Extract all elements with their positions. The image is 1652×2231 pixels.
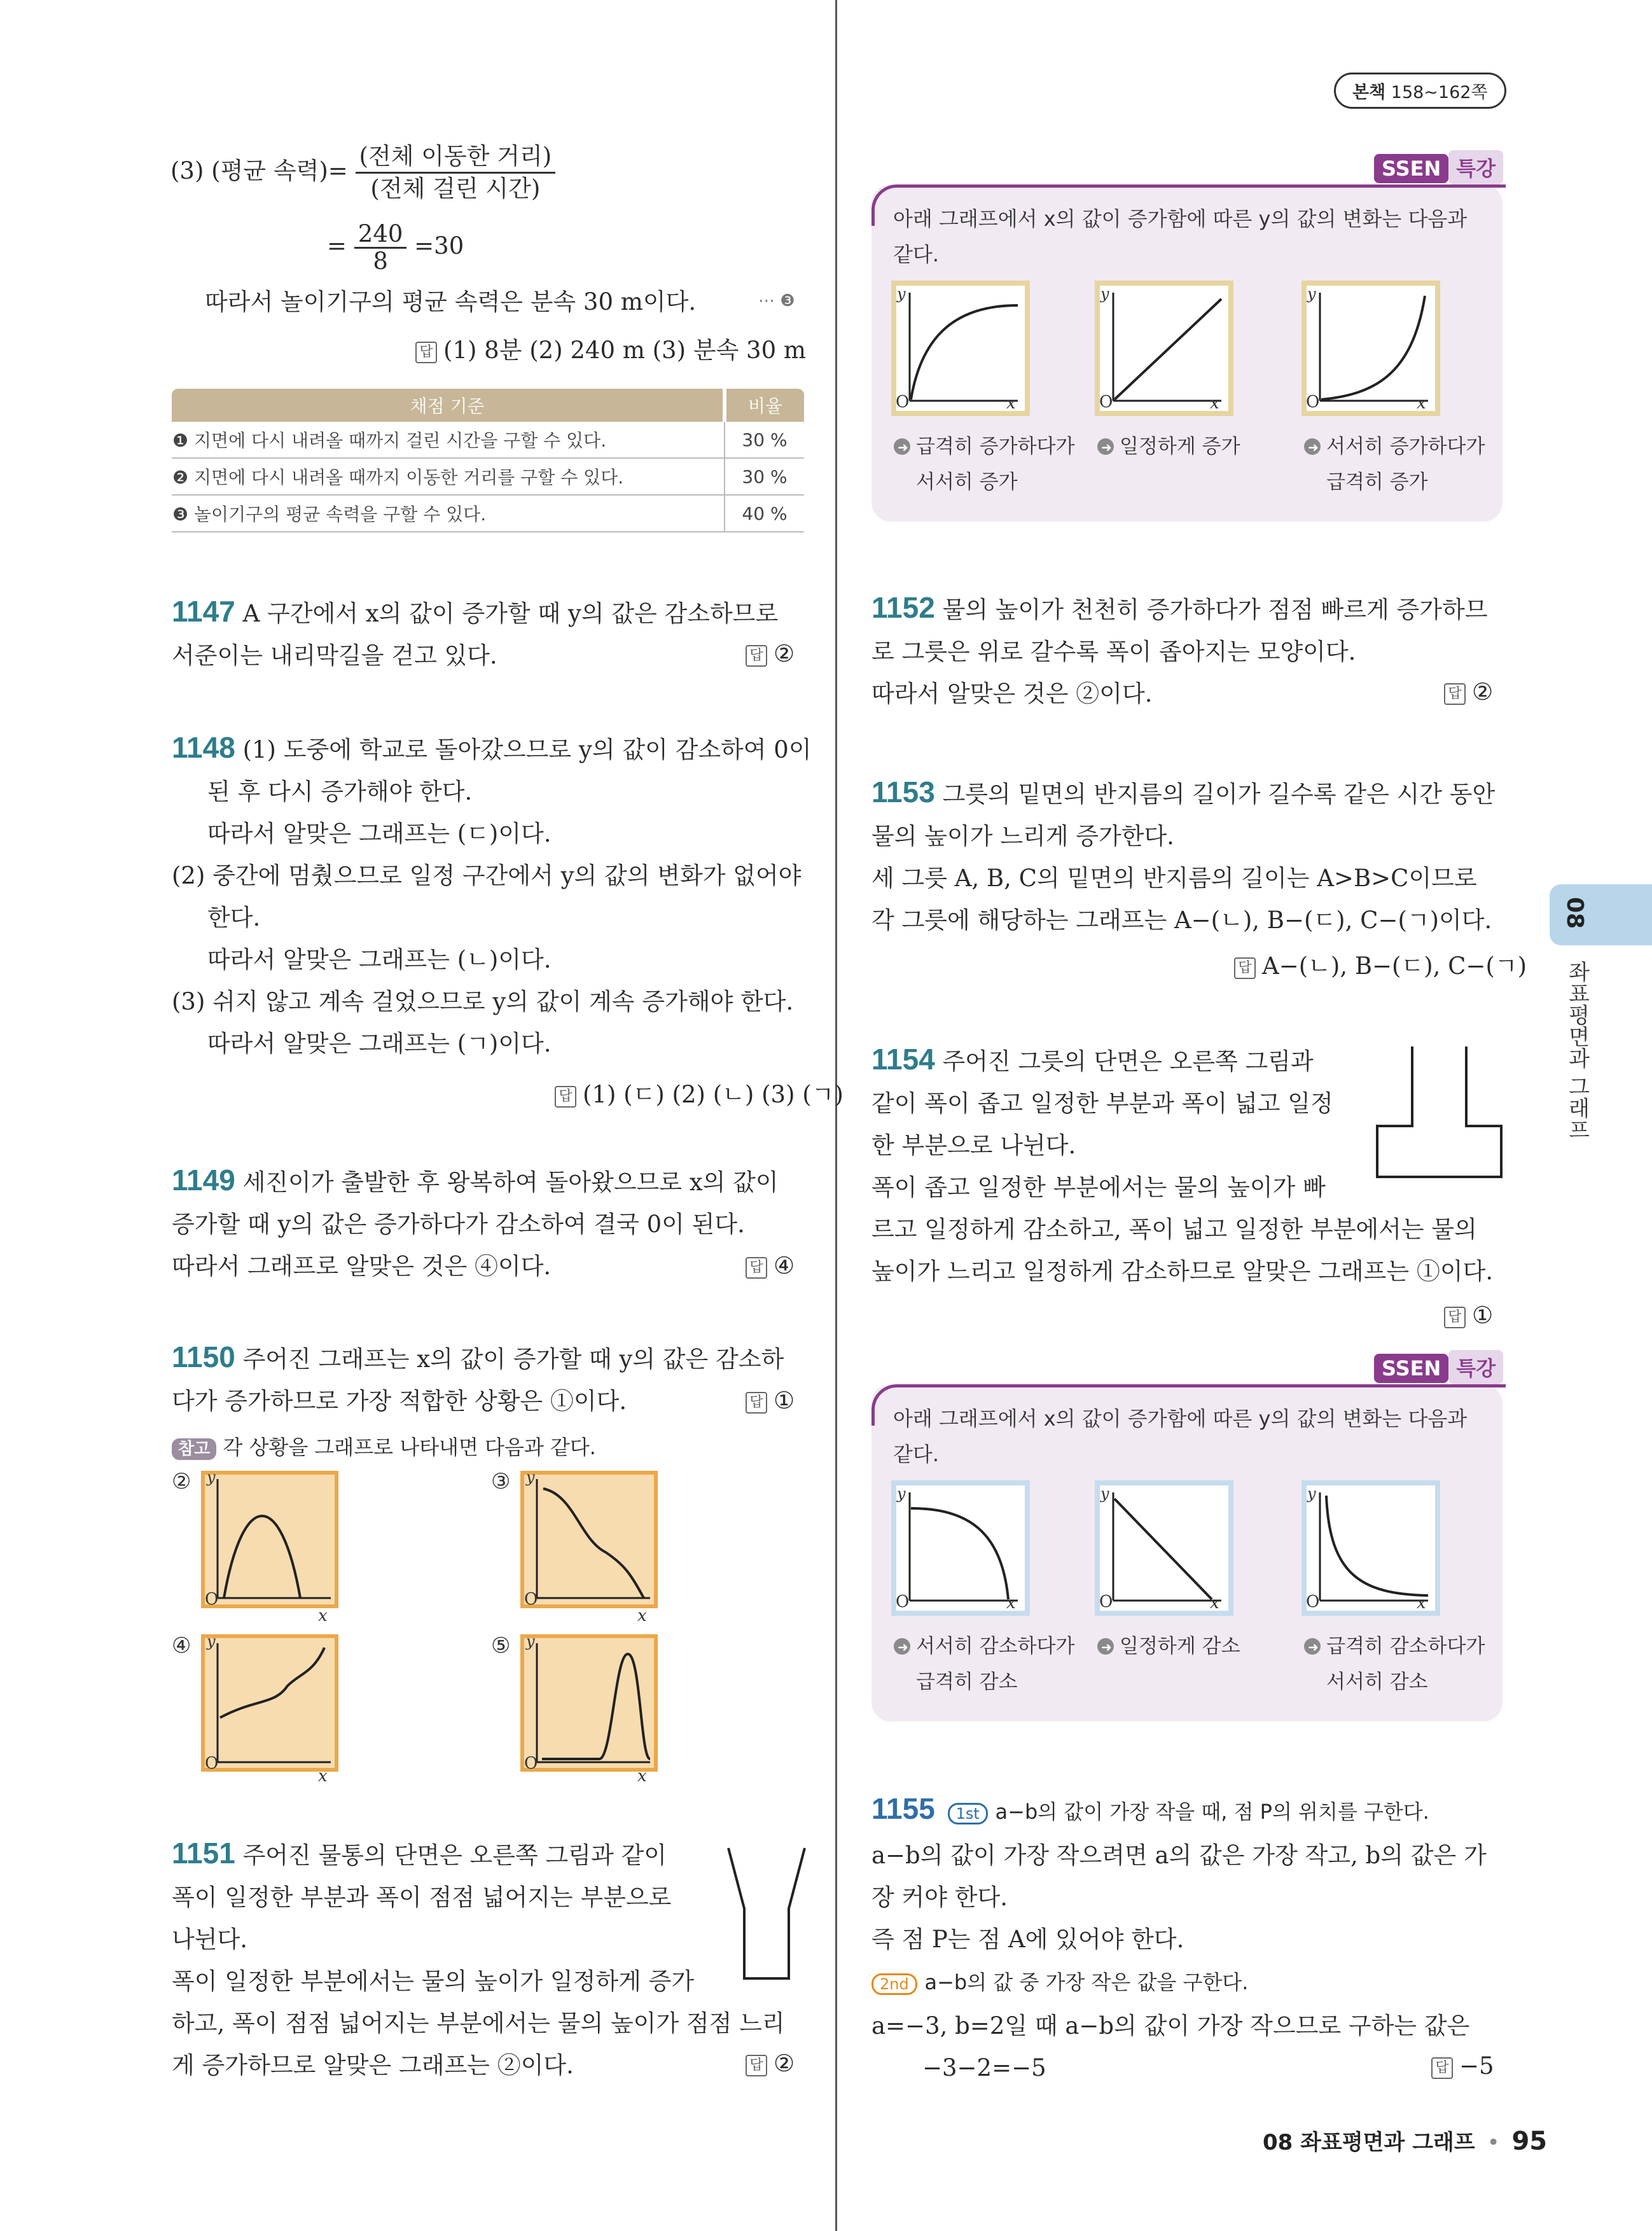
- text-line: 따라서 알맞은 그래프는 (ㄱ)이다.: [207, 1030, 552, 1057]
- table-head-criteria: 채점 기준: [172, 389, 725, 422]
- fraction-distance-time: [356, 141, 556, 204]
- sol-prev-calc: = $\frac{240}{8}$ =30: [327, 220, 464, 275]
- answer-1147: [746, 640, 795, 667]
- problem-1149: [172, 1159, 779, 1288]
- text-line: 로 그릇은 위로 갈수록 폭이 좁아지는 모양이다.: [871, 638, 1356, 665]
- graph-slow-then-rapid-decrease: [894, 1483, 1074, 1693]
- step-marker: ⋯ ❸: [758, 291, 795, 310]
- answer-1155: [1431, 2052, 1494, 2080]
- problem-1151: [172, 1832, 785, 2087]
- note-1150: [172, 1431, 596, 1461]
- text-line: (2) 중간에 멈췄으므로 일정 구간에서 y의 값의 변화가 없어야: [172, 862, 802, 889]
- origin-label: O: [205, 1590, 219, 1609]
- text-line: 하고, 폭이 점점 넓어지는 부분에서는 물의 높이가 점점 느리: [172, 2010, 785, 2037]
- text-line: 그릇의 밑면의 반지름의 길이가 길수록 같은 시간 동안: [942, 781, 1496, 808]
- svg-text:➜: ➜: [898, 1639, 908, 1655]
- answer-icon: 답: [415, 342, 437, 363]
- x-axis-label: x: [1417, 1594, 1426, 1613]
- text-line: 같다.: [893, 242, 939, 267]
- text-line: 서준이는 내리막길을 걷고 있다.: [172, 642, 497, 669]
- text-line: (3) 쉬지 않고 계속 걸었으므로 y의 값이 계속 증가해야 한다.: [172, 988, 794, 1015]
- graph-caption: 서서히 증가하다가: [1326, 435, 1485, 458]
- answer-1154: [1444, 1302, 1493, 1329]
- answer-text: A−(ㄴ), B−(ㄷ), C−(ㄱ): [1262, 952, 1527, 980]
- answer-1152: [1444, 678, 1493, 705]
- answer-1149: [746, 1252, 795, 1279]
- step1-tag: 1st: [948, 1803, 988, 1824]
- ssen-graphs-increase: [891, 280, 1489, 509]
- svg-text:➜: ➜: [1308, 440, 1319, 455]
- text-line: 르고 일정하게 감소하고, 폭이 넓고 일정한 부분에서는 물의: [871, 1216, 1477, 1243]
- y-axis-label: y: [897, 1485, 906, 1503]
- text-line: 나뉜다.: [172, 1926, 247, 1953]
- special-label: 특강: [1448, 1350, 1503, 1384]
- graphs-1150: [167, 1463, 676, 1781]
- graph-label: ③: [491, 1469, 511, 1494]
- text-line: 다가 증가하므로 가장 적합한 상황은 ①이다.: [172, 1387, 627, 1415]
- x-axis-label: x: [1210, 1594, 1219, 1613]
- step1-text: a−b의 값이 가장 작을 때, 점 P의 위치를 구한다.: [995, 1800, 1429, 1824]
- ssen-label: SSEN: [1374, 154, 1448, 183]
- text-line: 한다.: [207, 904, 261, 931]
- answer-icon: 답: [1444, 683, 1466, 705]
- table-cell-ratio: 30 %: [725, 422, 804, 458]
- note-tag: 참고: [172, 1438, 216, 1460]
- x-axis-label: x: [318, 1606, 328, 1625]
- book-ref-pages: 158~162쪽: [1391, 83, 1488, 102]
- x-axis-label: x: [637, 1767, 647, 1781]
- y-axis-label: y: [207, 1468, 216, 1486]
- y-axis-label: y: [897, 285, 906, 303]
- text-line: 따라서 알맞은 그래프는 (ㄴ)이다.: [207, 946, 552, 973]
- container-figure-1154: [1374, 1043, 1508, 1183]
- problem-1153: [871, 771, 1495, 942]
- y-axis-label: y: [1307, 1485, 1316, 1503]
- problem-1155: [871, 1788, 1487, 2089]
- problem-1147: [172, 590, 778, 677]
- answer-icon: 답: [555, 1086, 576, 1108]
- text-line: 따라서 알맞은 것은 ②이다.: [871, 680, 1153, 707]
- text-line: 폭이 좁고 일정한 부분에서는 물의 높이가 빠: [871, 1174, 1326, 1201]
- x-axis-label: x: [1006, 1594, 1016, 1613]
- answer-icon: 답: [1431, 2057, 1453, 2079]
- chapter-tab-title: 좌표평면과 그래프: [1564, 961, 1590, 1141]
- footer-chapter: 08 좌표평면과 그래프: [1263, 2130, 1475, 2155]
- graph-caption: 일정하게 증가: [1120, 435, 1240, 458]
- text-line: 아래 그래프에서 x의 값이 증가함에 따른 y의 값의 변화는 다음과: [893, 1407, 1468, 1431]
- answer-text: (1) 8분 (2) 240 m (3) 분속 30 m: [443, 337, 806, 364]
- origin-label: O: [524, 1754, 538, 1773]
- ssen-text: [893, 201, 1467, 272]
- graph-2: [172, 1468, 337, 1625]
- answer-icon: 답: [746, 2055, 767, 2076]
- problem-number: 1154: [871, 1043, 935, 1076]
- text-line: 증가할 때 y의 값은 증가하다가 감소하여 결국 0이 된다.: [172, 1211, 745, 1238]
- text-line: 된 후 다시 증가해야 한다.: [207, 778, 473, 805]
- svg-text:➜: ➜: [1101, 440, 1112, 455]
- x-axis-label: x: [637, 1606, 647, 1625]
- graph-3: [491, 1468, 656, 1625]
- table-row: [172, 422, 804, 458]
- sol-prev-formula: [170, 141, 555, 204]
- answer-prev: [415, 331, 806, 365]
- ssen-badge: [1374, 150, 1503, 184]
- text-line: −3−2=−5: [922, 2054, 1046, 2082]
- page-footer: [1263, 2125, 1547, 2156]
- answer-text: ①: [1472, 1302, 1494, 1329]
- text-line: 세 그릇 A, B, C의 밑면의 반지름의 길이는 A>B>C이므로: [871, 865, 1477, 892]
- origin-label: O: [1306, 393, 1320, 412]
- text-line: 물의 높이가 천천히 증가하다가 점점 빠르게 증가하므: [942, 596, 1488, 623]
- step2-tag: 2nd: [871, 1973, 917, 1995]
- text-line: 폭이 일정한 부분과 폭이 점점 넓어지는 부분으로: [172, 1884, 672, 1911]
- text-line: 주어진 그릇의 단면은 오른쪽 그림과: [942, 1048, 1314, 1075]
- problem-number: 1152: [871, 591, 935, 624]
- answer-icon: 답: [746, 1257, 767, 1279]
- answer-1151: [746, 2050, 795, 2077]
- text-line: 세진이가 출발한 후 왕복하여 돌아왔으므로 x의 값이: [242, 1169, 779, 1196]
- text-line: 폭이 일정한 부분에서는 물의 높이가 일정하게 증가: [172, 1968, 695, 1995]
- graph-slow-then-rapid-increase: [1304, 283, 1485, 494]
- graph-label: ②: [172, 1469, 191, 1494]
- text-line: 같다.: [893, 1442, 939, 1466]
- text-line: 따라서 알맞은 그래프는 (ㄷ)이다.: [207, 820, 552, 847]
- chapter-tab-number: 08: [1562, 897, 1588, 929]
- table-row: [172, 495, 804, 532]
- problem-number: 1148: [172, 731, 235, 764]
- answer-1148: [555, 1075, 843, 1109]
- scoring-table: [172, 389, 804, 532]
- table-cell-ratio: 40 %: [725, 495, 804, 532]
- problem-number: 1155: [871, 1792, 935, 1825]
- text-line: a=−3, b=2일 때 a−b의 값이 가장 작으므로 구하는 값은: [871, 2012, 1470, 2040]
- answer-text: ④: [774, 1252, 795, 1279]
- graph-rapid-then-slow-increase: [894, 283, 1074, 494]
- text-line: (1) 도중에 학교로 돌아갔으므로 y의 값이 감소하여 0이: [242, 736, 812, 763]
- footer-dot: •: [1487, 2130, 1500, 2155]
- origin-label: O: [896, 1592, 910, 1611]
- ssen-label: SSEN: [1374, 1354, 1448, 1383]
- text-line: 아래 그래프에서 x의 값이 증가함에 따른 y의 값의 변화는 다음과: [893, 207, 1468, 231]
- answer-text: −5: [1459, 2052, 1494, 2080]
- text-line: 각 그릇에 해당하는 그래프는 A−(ㄴ), B−(ㄷ), C−(ㄱ)이다.: [871, 907, 1492, 934]
- text-line: 같이 폭이 좁고 일정한 부분과 폭이 넓고 일정: [871, 1090, 1333, 1117]
- fraction-240-8: [354, 221, 407, 274]
- graph-label: ⑤: [491, 1633, 511, 1658]
- ssen-graphs-decrease: [891, 1480, 1489, 1709]
- frac-den-8: 8: [373, 247, 388, 275]
- text-line: 높이가 느리고 일정하게 감소하므로 알맞은 그래프는 ①이다.: [871, 1258, 1494, 1285]
- text-line: 주어진 그래프는 x의 값이 증가할 때 y의 값은 감소하: [242, 1345, 784, 1373]
- note-text: 각 상황을 그래프로 나타내면 다음과 같다.: [223, 1435, 596, 1459]
- ssen-box-decrease: [871, 1384, 1503, 1721]
- y-axis-label: y: [1100, 1485, 1109, 1503]
- text-line: 한 부분으로 나뉜다.: [871, 1132, 1076, 1159]
- graph-label: ④: [172, 1633, 191, 1658]
- answer-icon: 답: [746, 1392, 767, 1414]
- table-cell-criteria: ❸ 놀이기구의 평균 속력을 구할 수 있다.: [172, 495, 725, 532]
- problem-number: 1150: [172, 1340, 235, 1373]
- graph-caption: 급격히 증가: [1326, 471, 1428, 494]
- graph-4: [172, 1632, 337, 1781]
- table-cell-criteria: ❶ 지면에 다시 내려올 때까지 걸린 시간을 구할 수 있다.: [172, 422, 725, 458]
- graph-caption: 서서히 증가: [916, 471, 1018, 494]
- graph-caption: 일정하게 감소: [1120, 1635, 1240, 1658]
- answer-1150: [746, 1387, 795, 1414]
- answer-text: ②: [1472, 678, 1494, 705]
- book-reference-tag: [1334, 73, 1506, 109]
- origin-label: O: [524, 1590, 538, 1609]
- graph-caption: 급격히 감소: [916, 1671, 1018, 1693]
- x-axis-label: x: [1006, 394, 1016, 413]
- origin-label: O: [1306, 1592, 1320, 1611]
- text-line: 장 커야 한다.: [871, 1884, 1008, 1911]
- problem-number: 1153: [871, 775, 935, 809]
- svg-text:➜: ➜: [1101, 1639, 1112, 1655]
- p3-prefix: (3) (평균 속력)=: [170, 157, 348, 184]
- text-line: 주어진 물통의 단면은 오른쪽 그림과 같이: [242, 1842, 667, 1869]
- answer-text: ②: [774, 2050, 795, 2077]
- step2-text: a−b의 값 중 가장 작은 값을 구한다.: [924, 1970, 1249, 1994]
- special-label: 특강: [1448, 150, 1503, 184]
- graph-rapid-then-slow-decrease: [1304, 1483, 1485, 1693]
- text-line: 게 증가하므로 알맞은 그래프는 ②이다.: [172, 2052, 574, 2079]
- text-line: A 구간에서 x의 값이 증가할 때 y의 값은 감소하므로: [242, 600, 779, 627]
- graph-caption: 서서히 감소하다가: [916, 1635, 1075, 1658]
- text-line: 즉 점 P는 점 A에 있어야 한다.: [871, 1926, 1184, 1953]
- y-axis-label: y: [207, 1632, 216, 1650]
- table-cell-ratio: 30 %: [725, 458, 804, 495]
- answer-text: ①: [774, 1387, 795, 1414]
- text-line: 물의 높이가 느리게 증가한다.: [871, 823, 1174, 850]
- page-number: 95: [1511, 2127, 1548, 2156]
- answer-text: (1) (ㄷ) (2) (ㄴ) (3) (ㄱ): [583, 1081, 843, 1108]
- svg-text:➜: ➜: [898, 440, 908, 455]
- column-divider: [835, 0, 837, 2231]
- x-axis-label: x: [1417, 394, 1426, 413]
- graph-linear-increase: [1097, 283, 1240, 458]
- origin-label: O: [896, 393, 910, 412]
- ssen-text: [893, 1401, 1467, 1472]
- book-ref-label: 본책: [1352, 83, 1386, 102]
- graph-linear-decrease: [1097, 1483, 1240, 1658]
- table-head-ratio: 비율: [725, 389, 804, 422]
- graph-caption: 급격히 증가하다가: [916, 435, 1075, 458]
- origin-label: O: [1099, 393, 1113, 412]
- container-figure-1151: [725, 1845, 808, 1985]
- problem-1150: [172, 1336, 784, 1422]
- frac-num-240: 240: [354, 221, 407, 249]
- table-cell-criteria: ❷ 지면에 다시 내려올 때까지 이동한 거리를 구할 수 있다.: [172, 458, 725, 495]
- x-axis-label: x: [1210, 394, 1219, 413]
- y-axis-label: y: [1100, 285, 1109, 303]
- problem-number: 1149: [172, 1164, 235, 1197]
- answer-icon: 답: [1444, 1307, 1466, 1328]
- text-line: a−b의 값이 가장 작으려면 a의 값은 가장 작고, b의 값은 가: [871, 1842, 1487, 1869]
- y-axis-label: y: [1307, 285, 1316, 303]
- answer-icon: 답: [1234, 957, 1256, 979]
- origin-label: O: [1099, 1592, 1113, 1611]
- frac-denominator: (전체 걸린 시간): [370, 175, 541, 202]
- ssen-box-increase: [871, 184, 1503, 522]
- x-axis-label: x: [318, 1767, 328, 1781]
- table-row: [172, 458, 804, 495]
- y-axis-label: y: [526, 1468, 535, 1486]
- ssen-badge: [1374, 1350, 1503, 1384]
- frac-numerator: (전체 이동한 거리): [356, 141, 556, 174]
- text-line: 따라서 그래프로 알맞은 것은 ④이다.: [172, 1253, 552, 1280]
- svg-text:➜: ➜: [1308, 1639, 1319, 1655]
- answer-text: ②: [774, 640, 795, 667]
- answer-icon: 답: [746, 645, 767, 667]
- graph-caption: 서서히 감소: [1326, 1671, 1428, 1693]
- origin-label: O: [205, 1754, 219, 1773]
- problem-1152: [871, 587, 1487, 715]
- eq-result: =30: [414, 232, 464, 260]
- sol-prev-conclusion: 따라서 놀이기구의 평균 속력은 분속 30 m이다.: [205, 288, 697, 316]
- problem-1148: [172, 726, 812, 1065]
- graph-5: [491, 1632, 656, 1781]
- problem-number: 1147: [172, 595, 235, 628]
- answer-1153: [1234, 947, 1527, 981]
- y-axis-label: y: [526, 1632, 535, 1650]
- problem-number: 1151: [172, 1837, 235, 1870]
- graph-caption: 급격히 감소하다가: [1326, 1635, 1485, 1658]
